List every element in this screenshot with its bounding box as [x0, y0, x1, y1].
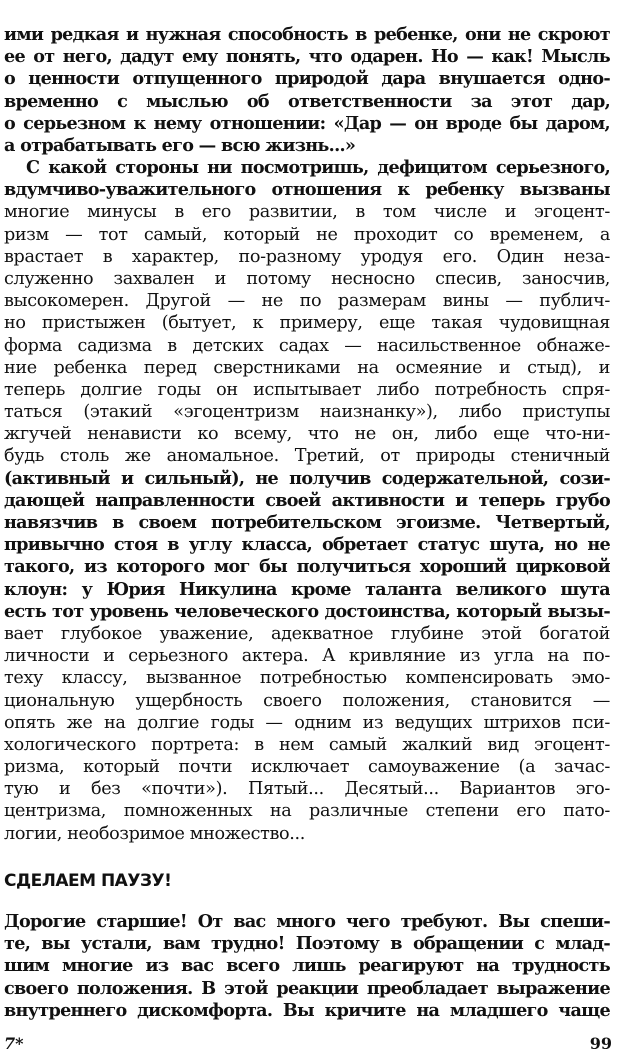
text-line: а отрабатывать его — всю жизнь...»: [4, 134, 356, 156]
text-line: ние ребенка перед сверстниками на осмеяние и стыд), и: [4, 357, 610, 378]
signature-mark: 7*: [4, 1034, 24, 1053]
text-line: С какой стороны ни посмотришь, дефицитом серьезного,: [26, 157, 610, 178]
text-line: ризма, который почти исключает самоуважение (а зачас-: [4, 757, 610, 778]
paragraph-2: [4, 157, 610, 845]
text-line: служенно захвален и потому несносно спесив, заносчив,: [4, 268, 610, 289]
text-line: привычно стоя в углу класса, обретает статус шута, но не: [4, 534, 610, 556]
text-line: но пристыжен (бытует, к примеру, еще такая чудовищная: [4, 313, 610, 334]
text-line: внутреннего дискомфорта. Вы кричите на младшего чаще: [4, 999, 610, 1021]
text-line: высокомерен. Другой — не по размерам вины — публич-: [4, 291, 610, 312]
text-line: временно с мыслью об ответственности за этот дар,: [4, 90, 610, 112]
text-line: вает глубокое уважение, адекватное глубине этой богатой: [4, 623, 610, 644]
text-line: дающей направленности своей активности и теперь грубо: [4, 489, 610, 511]
paragraph-3: [4, 911, 610, 1022]
text-line: врастает в характер, по-разному уродуя его. Один неза-: [4, 246, 610, 267]
text-line: теперь долгие годы он испытывает либо потребность спря-: [4, 379, 610, 400]
text-line: ризм — тот самый, который не проходит со временем, а: [4, 224, 610, 245]
text-line: клоун: у Юрия Никулина кроме таланта великого шута: [4, 578, 610, 600]
text-line: о ценности отпущенного природой дара внушается одно-: [4, 68, 610, 90]
text-line: жгучей ненависти ко всему, что не он, либо еще что-ни-: [4, 424, 610, 445]
text-line: таться (этакий «эгоцентризм наизнанку»), либо приступы: [4, 402, 610, 423]
paragraph-1: [4, 24, 610, 157]
text-line: форма садизма в детских садах — насильственное обнаже-: [4, 335, 610, 356]
text-line: теху классу, вызванное потребностью компенсировать эмо-: [4, 668, 610, 689]
section-heading: СДЕЛАЕМ ПАУЗУ!: [4, 871, 172, 891]
text-line: циональную ущербность своего положения, становится —: [4, 690, 610, 711]
text-line: вдумчиво-уважительного отношения к ребенку вызваны: [4, 179, 610, 201]
text-line: о серьезном к нему отношении: «Дар — он вроде бы даром,: [4, 112, 610, 134]
text-line: ими редкая и нужная способность в ребенке, они не скроют: [4, 24, 610, 45]
text-line: личности и серьезного актера. А кривляние из угла на по-: [4, 646, 610, 667]
text-line: многие минусы в его развитии, в том числе и эгоцент-: [4, 202, 610, 223]
text-line: тую и без «почти»). Пятый... Десятый... Вариантов эго-: [4, 779, 610, 800]
text-line: такого, из которого мог бы получиться хороший цирковой: [4, 556, 610, 578]
text-line: логии, необозримое множество...: [4, 823, 306, 844]
text-line: хологического портрета: в нем самый жалкий вид эгоцент-: [4, 734, 610, 755]
text-line: опять же на долгие годы — одним из ведущих штрихов пси-: [4, 712, 610, 733]
text-line: будь столь же аномальное. Третий, от природы стеничный: [4, 446, 610, 467]
text-line: своего положения. В этой реакции преобладает выражение: [4, 977, 610, 999]
text-line: шим многие из вас всего лишь реагируют на трудность: [4, 955, 610, 977]
text-line: есть тот уровень человеческого достоинства, который вызы-: [4, 600, 610, 622]
text-line: (активный и сильный), не получив содержательной, сози-: [4, 467, 610, 489]
text-line: центризма, помноженных на различные степени его пато-: [4, 801, 610, 822]
text-line: те, вы устали, вам трудно! Поэтому в обращении с млад-: [4, 933, 610, 955]
text-line: Дорогие старшие! От вас много чего требуют. Вы спеши-: [4, 911, 610, 932]
text-line: навязчив в своем потребительском эгоизме. Четвертый,: [4, 512, 610, 533]
page-number: 99: [589, 1034, 612, 1053]
text-line: ее от него, дадут ему понять, что одарен. Но — как! Мысль: [4, 46, 610, 68]
